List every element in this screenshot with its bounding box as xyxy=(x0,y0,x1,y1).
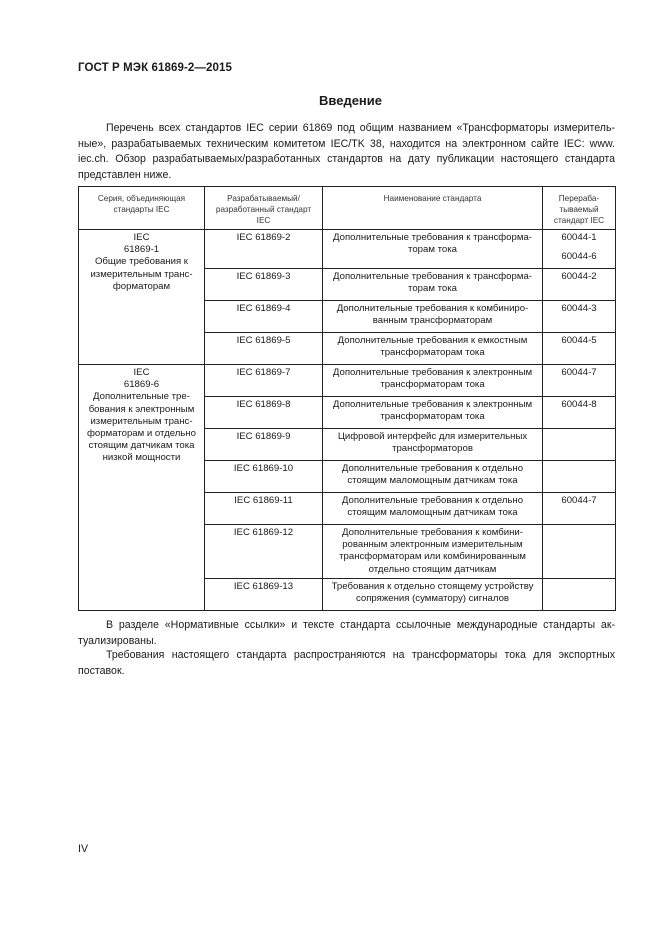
standard-cell: IEC 61869-12 xyxy=(205,525,323,579)
revised-cell xyxy=(543,525,616,579)
standard-cell: IEC 61869-7 xyxy=(205,365,323,397)
name-cell: Дополнительные требования к трансформаторам тока xyxy=(323,269,543,301)
header-revised: Перерабатываемый стандарт IEC xyxy=(543,187,616,230)
name-cell: Дополнительные требования к трансформаторам тока xyxy=(323,230,543,269)
standard-cell: IEC 61869-13 xyxy=(205,578,323,610)
revised-cell: 60044-2 xyxy=(543,269,616,301)
normative-references-paragraph: В разделе «Нормативные ссылки» и тексте стандарта ссылочные международные стандарты актуализированы. xyxy=(78,619,615,647)
revised-cell xyxy=(543,429,616,461)
revised-cell xyxy=(543,461,616,493)
revised-value: 60044-6 xyxy=(561,251,597,263)
page-number: IV xyxy=(78,843,89,855)
revised-cell: 60044-7 xyxy=(543,365,616,397)
revised-cell: 60044-3 xyxy=(543,301,616,333)
table-row xyxy=(79,365,616,397)
revised-value: 60044-1 xyxy=(561,232,597,243)
name-cell: Дополнительные требования к комбинированным электронным измерительным трансформаторам или комбинированным отдельно стоящим датчикам xyxy=(323,525,543,579)
intro-paragraph: Перечень всех стандартов IEC серии 61869 под общим названием «Трансформаторы измерительные», разрабатываемых техническим комитетом IEC/TK 38, находится на электронном сайте IEC: www. iec.ch. Обзор разрабатываемых/разработанных стандартов на дату публикации настоящего стандарта представлен ниже. xyxy=(78,122,615,181)
name-cell: Дополнительные требования к электронным трансформаторам тока xyxy=(323,397,543,429)
document-header: ГОСТ Р МЭК 61869-2—2015 xyxy=(78,62,232,74)
series-cell: IEC 61869-1 Общие требования к измерительным трансформаторам xyxy=(79,230,205,365)
revised-cell xyxy=(543,578,616,610)
standard-cell: IEC 61869-4 xyxy=(205,301,323,333)
name-cell: Дополнительные требования к комбинированным трансформаторам xyxy=(323,301,543,333)
standard-cell: IEC 61869-10 xyxy=(205,461,323,493)
header-standard: Разрабатываемый/ разработанный стандарт IEC xyxy=(205,187,323,230)
scope-paragraph: Требования настоящего стандарта распространяются на трансформаторы тока для экспортных поставок. xyxy=(78,649,615,677)
revised-cell xyxy=(543,230,616,269)
name-cell: Дополнительные требования к отдельно стоящим маломощным датчикам тока xyxy=(323,493,543,525)
standard-cell: IEC 61869-9 xyxy=(205,429,323,461)
header-name: Наименование стандарта xyxy=(323,187,543,230)
standards-table xyxy=(78,186,616,611)
table-header-row xyxy=(79,187,616,230)
name-cell: Дополнительные требования к электронным трансформаторам тока xyxy=(323,365,543,397)
standard-cell: IEC 61869-3 xyxy=(205,269,323,301)
revised-cell: 60044-8 xyxy=(543,397,616,429)
standard-cell: IEC 61869-2 xyxy=(205,230,323,269)
revised-cell: 60044-7 xyxy=(543,493,616,525)
name-cell: Цифровой интерфейс для измерительных трансформаторов xyxy=(323,429,543,461)
table-row xyxy=(79,230,616,269)
revised-cell: 60044-5 xyxy=(543,333,616,365)
section-title-wrap xyxy=(0,92,661,110)
name-cell: Дополнительные требования к отдельно стоящим маломощным датчикам тока xyxy=(323,461,543,493)
standard-cell: IEC 61869-11 xyxy=(205,493,323,525)
name-cell: Дополнительные требования к емкостным трансформаторам тока xyxy=(323,333,543,365)
header-series: Серия, объединяющая стандарты IEC xyxy=(79,187,205,230)
standard-cell: IEC 61869-8 xyxy=(205,397,323,429)
name-cell: Требования к отдельно стоящему устройству сопряжения (сумматору) сигналов xyxy=(323,578,543,610)
series-cell: IEC 61869-6 Дополнительные требования к электронным измерительным трансформаторам и отдельно стоящим датчикам тока низкой мощности xyxy=(79,365,205,611)
section-title: Введение xyxy=(319,93,382,108)
standard-cell: IEC 61869-5 xyxy=(205,333,323,365)
